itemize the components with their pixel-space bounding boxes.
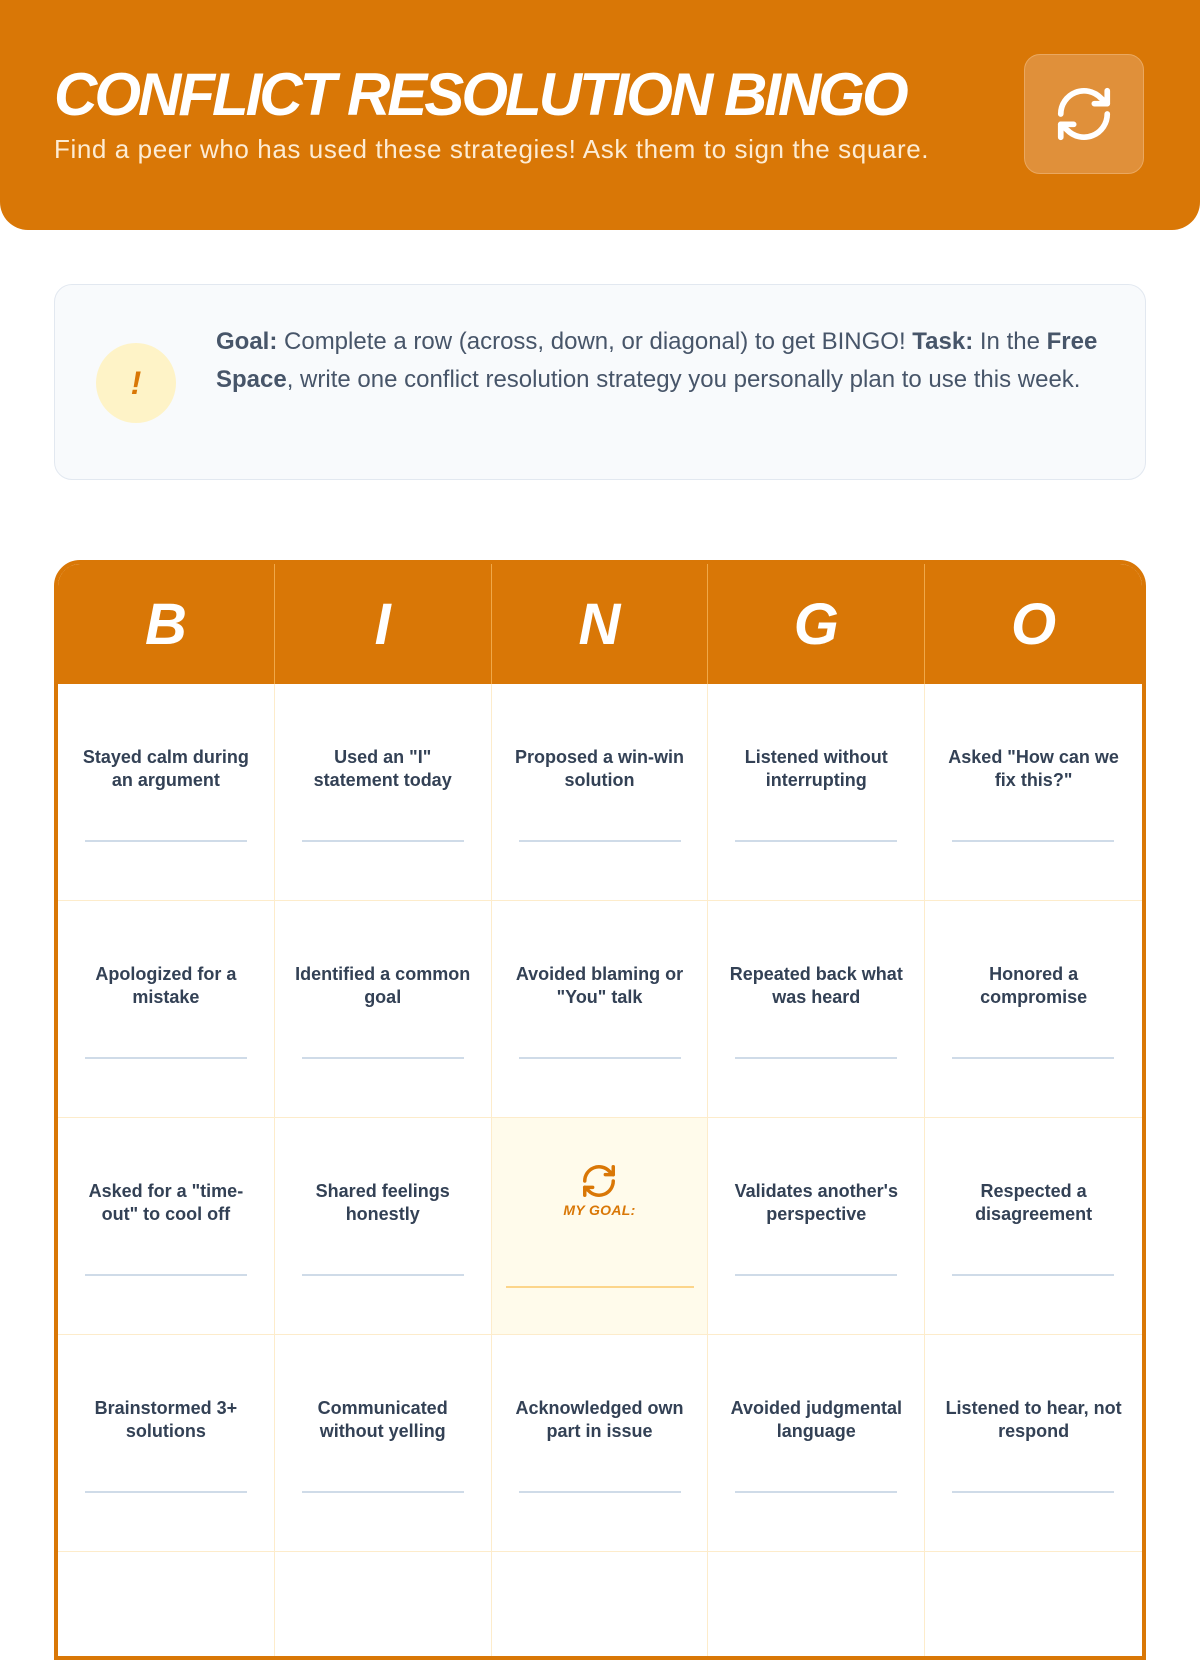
page-header — [0, 0, 1200, 230]
task-text-2: , write one conflict resolution strategy you personally plan to use this week. — [286, 366, 1081, 393]
bingo-square[interactable] — [58, 901, 275, 1118]
task-label: Task: — [912, 328, 974, 355]
bingo-square-text: Asked for a "time-out" to cool off — [88, 1181, 244, 1224]
signature-line — [952, 1057, 1114, 1059]
bingo-square-text: Acknowledged own part in issue — [515, 1398, 684, 1441]
page-title: CONFLICT RESOLUTION BINGO — [54, 61, 906, 128]
signature-line — [302, 1491, 464, 1493]
bingo-square[interactable] — [58, 684, 275, 901]
bingo-square[interactable] — [275, 1118, 492, 1335]
signature-line — [302, 840, 464, 842]
goal-label: Goal: — [216, 328, 278, 355]
refresh-icon — [1053, 83, 1115, 145]
bingo-square-text: Brainstormed 3+ solutions — [94, 1398, 238, 1441]
bingo-square-text: Validates another's perspective — [734, 1181, 898, 1224]
signature-line — [519, 840, 681, 842]
free-space-content — [492, 1162, 708, 1218]
signature-line — [735, 1491, 897, 1493]
signature-line — [85, 1057, 247, 1059]
bingo-square-text: Repeated back what was heard — [729, 964, 903, 1007]
refresh-button[interactable] — [1024, 54, 1144, 174]
signature-line — [85, 1274, 247, 1276]
bingo-square-text: Listened to hear, not respond — [945, 1398, 1122, 1441]
signature-line — [735, 1274, 897, 1276]
signature-line — [952, 1491, 1114, 1493]
signature-line — [735, 840, 897, 842]
bingo-grid — [58, 684, 1142, 1660]
bingo-square[interactable] — [925, 901, 1142, 1118]
bingo-square-text: Stayed calm during an argument — [82, 747, 249, 790]
signature-line — [85, 840, 247, 842]
signature-line — [519, 1491, 681, 1493]
bingo-square[interactable] — [492, 901, 709, 1118]
free-space-title: MY GOAL: — [563, 1202, 636, 1218]
free-space-square[interactable] — [492, 1118, 709, 1335]
bingo-letter-n: N — [492, 564, 709, 684]
bingo-square[interactable] — [492, 684, 709, 901]
bingo-letter-g: G — [708, 564, 925, 684]
bingo-square[interactable] — [925, 1335, 1142, 1552]
signature-line — [735, 1057, 897, 1059]
signature-line — [302, 1274, 464, 1276]
bingo-square[interactable] — [58, 1335, 275, 1552]
task-text-1: In the — [973, 328, 1047, 355]
refresh-icon — [580, 1162, 618, 1200]
bingo-square-text: Respected a disagreement — [975, 1181, 1093, 1224]
signature-line — [952, 1274, 1114, 1276]
bingo-letter-b: B — [58, 564, 275, 684]
bingo-square[interactable] — [492, 1335, 709, 1552]
bingo-square-text: Avoided judgmental language — [730, 1398, 902, 1441]
bingo-square-text: Shared feelings honestly — [315, 1181, 450, 1224]
instructions-card — [54, 284, 1146, 480]
bingo-square[interactable] — [925, 1118, 1142, 1335]
bingo-header-row — [58, 564, 1142, 684]
bingo-square-text: Listened without interrupting — [744, 747, 888, 790]
bingo-square-text: Communicated without yelling — [317, 1398, 448, 1441]
free-space-label: Free Space — [216, 328, 1098, 393]
bingo-square[interactable] — [58, 1118, 275, 1335]
bingo-square[interactable] — [708, 1335, 925, 1552]
bingo-square[interactable] — [492, 1552, 709, 1660]
bingo-square-text: Used an "I" statement today — [313, 747, 452, 790]
bingo-square[interactable] — [275, 684, 492, 901]
bingo-board — [54, 560, 1146, 1660]
signature-line — [519, 1057, 681, 1059]
bingo-letter-o: O — [1011, 591, 1057, 657]
bingo-square[interactable] — [58, 1552, 275, 1660]
signature-line — [302, 1057, 464, 1059]
bingo-square-text: Identified a common goal — [295, 964, 471, 1007]
signature-line — [952, 840, 1114, 842]
bingo-square[interactable] — [275, 1552, 492, 1660]
bingo-square-text: Avoided blaming or "You" talk — [515, 964, 684, 1007]
bingo-square[interactable] — [708, 1118, 925, 1335]
bingo-square-text: Apologized for a mistake — [95, 964, 237, 1007]
bingo-square[interactable] — [925, 684, 1142, 901]
signature-line — [85, 1491, 247, 1493]
bingo-square-text: Honored a compromise — [980, 964, 1088, 1007]
goal-text: Complete a row (across, down, or diagonal) to get BINGO! — [277, 328, 913, 355]
bingo-square[interactable] — [708, 1552, 925, 1660]
bingo-square[interactable] — [275, 901, 492, 1118]
bingo-square[interactable] — [708, 901, 925, 1118]
goal-write-line — [506, 1286, 694, 1288]
bingo-square[interactable] — [925, 1552, 1142, 1660]
bingo-square-text: Proposed a win-win solution — [514, 747, 684, 790]
alert-icon: ! — [96, 343, 176, 423]
bingo-square[interactable] — [275, 1335, 492, 1552]
page-subtitle: Find a peer who has used these strategies! Ask them to sign the square. — [54, 134, 930, 164]
bingo-letter-i: I — [275, 564, 492, 684]
instructions-text — [216, 323, 1106, 399]
bingo-square[interactable] — [708, 684, 925, 901]
bingo-square-text: Asked "How can we fix this?" — [948, 747, 1119, 790]
